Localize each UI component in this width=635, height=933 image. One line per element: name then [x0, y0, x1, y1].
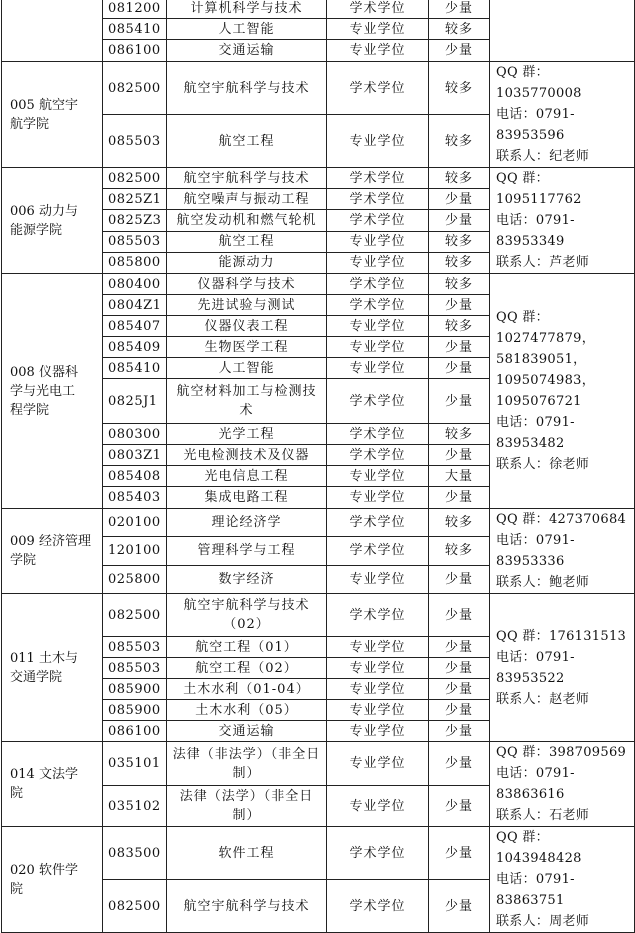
school-name-cell: 008 仪器科 学与光电工 程学院 — [2, 274, 103, 509]
major-code-cell: 085407 — [103, 316, 167, 337]
quota-cell: 少量 — [429, 594, 490, 637]
quota-cell: 大量 — [429, 466, 490, 487]
major-name-cell: 航空宇航科学与技术 — [167, 62, 327, 115]
contact-line: 1095074983， — [496, 373, 596, 388]
contact-line: 电话：0791-83953522 — [496, 649, 575, 686]
major-name-cell: 航空宇航科学与技术 — [167, 168, 327, 189]
major-code-cell: 085503 — [103, 637, 167, 658]
degree-type-cell: 学术学位 — [327, 594, 429, 637]
quota-cell: 较多 — [429, 231, 490, 252]
degree-type-cell: 学术学位 — [327, 827, 429, 880]
school-name-cell — [2, 0, 103, 62]
major-code-cell: 085503 — [103, 231, 167, 252]
quota-cell: 较多 — [429, 168, 490, 189]
table-row — [2, 509, 635, 537]
contact-line: 联系人：石老师 — [496, 808, 590, 823]
table-row — [2, 827, 635, 880]
major-code-cell: 0803Z1 — [103, 445, 167, 466]
quota-cell: 少量 — [429, 700, 490, 721]
contact-line: 电话：0791-83953336 — [496, 533, 575, 569]
quota-cell: 较多 — [429, 19, 490, 40]
degree-type-cell: 专业学位 — [327, 700, 429, 721]
degree-type-cell: 学术学位 — [327, 295, 429, 316]
quota-cell: 少量 — [429, 721, 490, 742]
degree-type-cell: 学术学位 — [327, 379, 429, 424]
major-name-cell: 人工智能 — [167, 19, 327, 40]
major-code-cell: 086100 — [103, 40, 167, 62]
major-name-cell: 集成电路工程 — [167, 487, 327, 509]
major-name-cell: 法律（法学）（非全日制） — [167, 786, 327, 827]
contact-line: 电话：0791-83863616 — [496, 766, 575, 802]
contact-line: 电话：0791-83863751 — [496, 872, 575, 908]
quota-cell: 少量 — [429, 358, 490, 379]
degree-type-cell: 专业学位 — [327, 786, 429, 827]
degree-type-cell: 专业学位 — [327, 721, 429, 742]
major-name-cell: 先进试验与测试 — [167, 295, 327, 316]
major-name-cell: 仪器仪表工程 — [167, 316, 327, 337]
school-name-cell: 005 航空宇 航学院 — [2, 62, 103, 168]
contact-line: 联系人：纪老师 — [496, 149, 590, 164]
contact-line: 电话：0791-83953349 — [496, 213, 575, 249]
major-name-cell: 光电检测技术及仪器 — [167, 445, 327, 466]
degree-type-cell: 专业学位 — [327, 19, 429, 40]
degree-type-cell: 专业学位 — [327, 231, 429, 252]
degree-type-cell: 专业学位 — [327, 316, 429, 337]
quota-cell: 少量 — [429, 40, 490, 62]
major-name-cell: 数字经济 — [167, 565, 327, 593]
major-name-cell: 航空宇航科学与技术 （02） — [167, 594, 327, 637]
contact-line: 电话：0791-83953596 — [496, 107, 575, 143]
degree-type-cell: 学术学位 — [327, 880, 429, 933]
degree-type-cell: 学术学位 — [327, 274, 429, 295]
major-code-cell: 0825Z1 — [103, 189, 167, 210]
major-code-cell: 0804Z1 — [103, 295, 167, 316]
major-name-cell: 光电信息工程 — [167, 466, 327, 487]
major-name-cell: 法律（非法学）（非全日 制） — [167, 742, 327, 786]
contact-line: 联系人：赵老师 — [496, 691, 590, 707]
table-row — [2, 168, 635, 189]
major-name-cell: 土木水利（05） — [167, 700, 327, 721]
quota-cell: 少量 — [429, 679, 490, 700]
school-name-cell: 009 经济管理 学院 — [2, 509, 103, 594]
degree-type-cell: 专业学位 — [327, 40, 429, 62]
major-code-cell: 081200 — [103, 0, 167, 19]
major-name-cell: 航空噪声与振动工程 — [167, 189, 327, 210]
school-name-cell: 011 土木与 交通学院 — [2, 594, 103, 742]
major-code-cell: 086100 — [103, 721, 167, 742]
degree-type-cell: 专业学位 — [327, 115, 429, 168]
major-name-cell: 航空材料加工与检测技 术 — [167, 379, 327, 424]
major-code-cell: 080300 — [103, 424, 167, 445]
quota-cell: 少量 — [429, 565, 490, 593]
table-row — [2, 274, 635, 295]
contact-cell — [490, 168, 635, 274]
degree-type-cell: 学术学位 — [327, 509, 429, 537]
quota-cell: 较多 — [429, 424, 490, 445]
quota-cell: 少量 — [429, 658, 490, 679]
major-code-cell: 020100 — [103, 509, 167, 537]
major-name-cell: 能源动力 — [167, 252, 327, 273]
table-body — [2, 0, 635, 933]
quota-cell: 较多 — [429, 115, 490, 168]
major-code-cell: 085503 — [103, 115, 167, 168]
degree-type-cell: 专业学位 — [327, 358, 429, 379]
quota-cell: 少量 — [429, 189, 490, 210]
contact-cell — [490, 274, 635, 509]
major-code-cell: 085503 — [103, 658, 167, 679]
contact-line: QQ 群：398709569 — [496, 745, 627, 760]
major-code-cell: 085409 — [103, 337, 167, 358]
degree-type-cell: 学术学位 — [327, 537, 429, 565]
table-row — [2, 594, 635, 637]
major-name-cell: 航空工程 — [167, 115, 327, 168]
contact-cell — [490, 0, 635, 62]
major-code-cell: 082500 — [103, 168, 167, 189]
major-name-cell: 航空工程 — [167, 231, 327, 252]
degree-type-cell: 学术学位 — [327, 0, 429, 19]
table-row — [2, 742, 635, 786]
major-code-cell: 085900 — [103, 679, 167, 700]
degree-type-cell: 学术学位 — [327, 445, 429, 466]
major-code-cell: 085410 — [103, 358, 167, 379]
degree-type-cell: 专业学位 — [327, 637, 429, 658]
contact-line: QQ 群：427370684 — [496, 512, 627, 527]
major-code-cell: 085800 — [103, 252, 167, 273]
quota-cell: 较多 — [429, 537, 490, 565]
major-name-cell: 计算机科学与技术 — [167, 0, 327, 19]
contact-line: QQ 群：1043948428 — [496, 830, 582, 866]
contact-cell — [490, 509, 635, 594]
quota-cell: 少量 — [429, 295, 490, 316]
major-name-cell: 航空工程（01） — [167, 637, 327, 658]
major-name-cell: 理论经济学 — [167, 509, 327, 537]
major-code-cell: 080400 — [103, 274, 167, 295]
contact-line: 联系人：鲍老师 — [496, 575, 590, 590]
contact-line: 联系人：芦老师 — [496, 255, 590, 270]
quota-cell: 少量 — [429, 487, 490, 509]
quota-cell: 少量 — [429, 880, 490, 933]
degree-type-cell: 专业学位 — [327, 679, 429, 700]
quota-cell: 少量 — [429, 379, 490, 424]
degree-type-cell: 学术学位 — [327, 62, 429, 115]
degree-type-cell: 专业学位 — [327, 337, 429, 358]
major-code-cell: 085900 — [103, 700, 167, 721]
major-name-cell: 航空宇航科学与技术 — [167, 880, 327, 933]
major-name-cell: 交通运输 — [167, 721, 327, 742]
major-code-cell: 120100 — [103, 537, 167, 565]
contact-line: 581839051， — [496, 352, 587, 367]
contact-cell — [490, 827, 635, 933]
major-code-cell: 082500 — [103, 880, 167, 933]
school-name-cell: 006 动力与 能源学院 — [2, 168, 103, 274]
degree-type-cell: 专业学位 — [327, 252, 429, 273]
quota-cell: 少量 — [429, 637, 490, 658]
degree-type-cell: 专业学位 — [327, 565, 429, 593]
major-code-cell: 0825J1 — [103, 379, 167, 424]
contact-line: 联系人：徐老师 — [496, 457, 590, 472]
major-name-cell: 生物医学工程 — [167, 337, 327, 358]
major-code-cell: 085403 — [103, 487, 167, 509]
contact-line: QQ 群：1095117762 — [496, 171, 582, 207]
contact-line: 联系人：周老师 — [496, 914, 590, 929]
quota-cell: 少量 — [429, 0, 490, 19]
quota-cell: 少量 — [429, 445, 490, 466]
degree-type-cell: 学术学位 — [327, 210, 429, 231]
quota-cell: 少量 — [429, 742, 490, 786]
contact-line: 1095076721 — [496, 394, 582, 409]
major-code-cell: 035101 — [103, 742, 167, 786]
school-name-cell: 014 文法学 院 — [2, 742, 103, 827]
major-name-cell: 管理科学与工程 — [167, 537, 327, 565]
degree-type-cell: 专业学位 — [327, 742, 429, 786]
quota-cell: 少量 — [429, 786, 490, 827]
contact-line: QQ 群：1035770008 — [496, 65, 582, 101]
degree-type-cell: 专业学位 — [327, 487, 429, 509]
quota-cell: 较多 — [429, 316, 490, 337]
quota-cell: 较多 — [429, 252, 490, 273]
contact-cell — [490, 62, 635, 168]
table-row — [2, 0, 635, 19]
major-name-cell: 光学工程 — [167, 424, 327, 445]
major-code-cell: 082500 — [103, 62, 167, 115]
quota-cell: 较多 — [429, 274, 490, 295]
major-name-cell: 航空工程（02） — [167, 658, 327, 679]
major-code-cell: 083500 — [103, 827, 167, 880]
quota-cell: 少量 — [429, 337, 490, 358]
degree-type-cell: 学术学位 — [327, 189, 429, 210]
major-code-cell: 0825Z3 — [103, 210, 167, 231]
contact-line: QQ 群：176131513 — [496, 628, 627, 644]
quota-cell: 少量 — [429, 827, 490, 880]
quota-cell: 较多 — [429, 62, 490, 115]
major-code-cell: 035102 — [103, 786, 167, 827]
contact-line: 电话：0791-83953482 — [496, 415, 575, 451]
major-name-cell: 人工智能 — [167, 358, 327, 379]
quota-cell: 较多 — [429, 509, 490, 537]
table-row — [2, 62, 635, 115]
contact-cell — [490, 594, 635, 742]
degree-type-cell: 专业学位 — [327, 658, 429, 679]
degree-type-cell: 学术学位 — [327, 424, 429, 445]
school-name-cell: 020 软件学 院 — [2, 827, 103, 933]
admission-table — [1, 0, 635, 933]
major-name-cell: 交通运输 — [167, 40, 327, 62]
major-name-cell: 仪器科学与技术 — [167, 274, 327, 295]
major-name-cell: 土木水利（01-04） — [167, 679, 327, 700]
quota-cell: 少量 — [429, 210, 490, 231]
major-code-cell: 082500 — [103, 594, 167, 637]
major-name-cell: 软件工程 — [167, 827, 327, 880]
degree-type-cell: 专业学位 — [327, 466, 429, 487]
major-code-cell: 085410 — [103, 19, 167, 40]
contact-cell — [490, 742, 635, 827]
major-code-cell: 025800 — [103, 565, 167, 593]
degree-type-cell: 学术学位 — [327, 168, 429, 189]
major-name-cell: 航空发动机和燃气轮机 — [167, 210, 327, 231]
major-code-cell: 085408 — [103, 466, 167, 487]
contact-line: QQ 群：1027477879， — [496, 310, 596, 346]
